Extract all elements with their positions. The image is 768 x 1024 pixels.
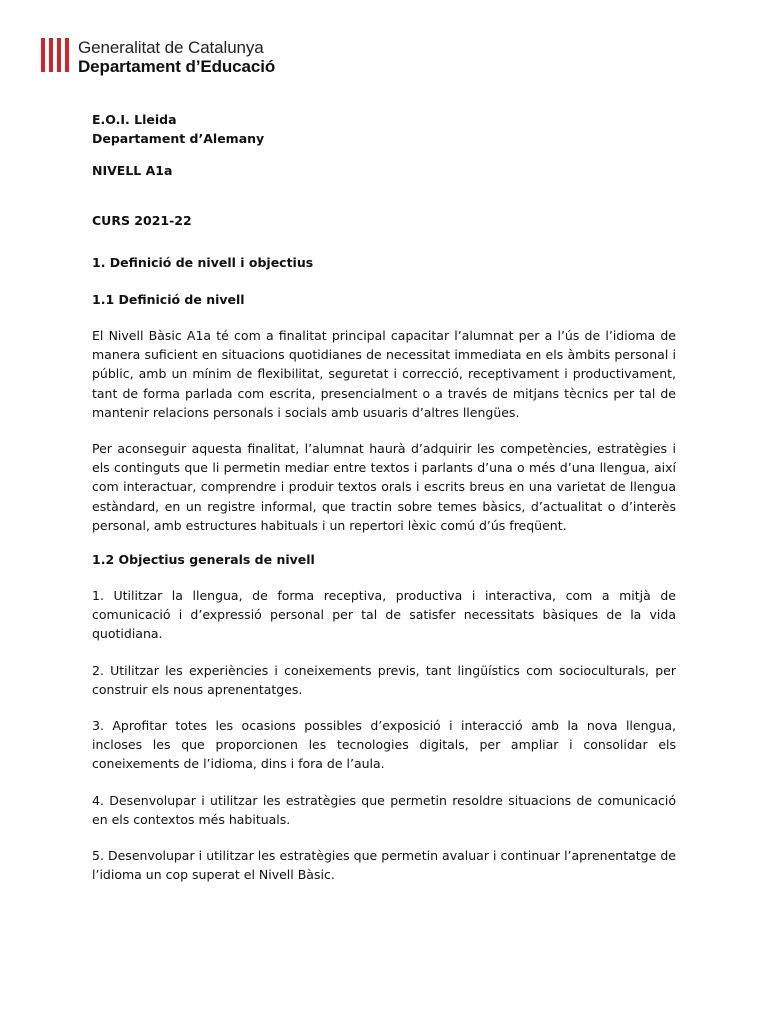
org-name-line2: Departament d’Educació bbox=[78, 57, 276, 76]
section-1-title: 1. Definició de nivell i objectius bbox=[92, 255, 314, 270]
generalitat-logo bbox=[40, 38, 275, 76]
department-name: Departament d’Alemany bbox=[92, 131, 265, 146]
course-label: CURS 2021-22 bbox=[92, 213, 192, 228]
document-body bbox=[92, 110, 676, 884]
section-1-1-title: 1.1 Definició de nivell bbox=[92, 292, 245, 307]
objective-2: 2. Utilitzar les experiències i coneixements previs, tant lingüístics com socioculturals, per construir els nous aprenentatges. bbox=[92, 662, 676, 697]
section-1-2-title: 1.2 Objectius generals de nivell bbox=[92, 552, 315, 568]
objective-3: 3. Aprofitar totes les ocasions possibles d’exposició i interacció amb la nova llengua, incloses les que proporcionen les tecnologies digitals, per ampliar i consolidar els coneixements de l’idioma, dins i fora de l’aula. bbox=[92, 718, 676, 772]
objective-1: 1. Utilitzar la llengua, de forma receptiva, productiva i interactiva, com a mitjà de comunicació i d’expressió personal per tal de satisfer necessitats bàsiques de la vida quotidiana. bbox=[92, 588, 676, 642]
definition-paragraph-2: Per aconseguir aquesta finalitat, l’alumnat haurà d’adquirir les competències, estratègies i els continguts que li permetin mediar entre textos i parlants d’una o més d’una llengua, així com interactuar, comprendre i produir textos orals i escrits breus en una varietat de llengua estàndard, en un registre informal, que tractin sobre temes bàsics, d’actualitat o d’interès personal, amb estructures habituals i un repertori lèxic comú d’ús freqüent. bbox=[92, 441, 676, 533]
senyera-bars-icon bbox=[40, 38, 70, 72]
level-label: NIVELL A1a bbox=[92, 163, 173, 178]
objective-5: 5. Desenvolupar i utilitzar les estratègies que permetin avaluar i continuar l’aprenentatge de l’idioma un cop superat el Nivell Bàsic. bbox=[92, 848, 676, 883]
definition-paragraph-1: El Nivell Bàsic A1a té com a finalitat principal capacitar l’alumnat per a l’ús de l’idioma de manera suficient en situacions quotidianes de necessitat immediata en els àmbits personal i públic, amb un mínim de flexibilitat, seguretat i correcció, receptivament i productivament, tant de forma parlada com escrita, presencialment o a través de mitjans tècnics per tal de mantenir relacions personals i socials amb usuaris d’altres llengües. bbox=[92, 328, 676, 420]
objective-4: 4. Desenvolupar i utilitzar les estratègies que permetin resoldre situacions de comunicació en els contextos més habituals. bbox=[92, 792, 676, 827]
school-name: E.O.I. Lleida bbox=[92, 112, 177, 127]
org-name-line1: Generalitat de Catalunya bbox=[78, 38, 264, 57]
